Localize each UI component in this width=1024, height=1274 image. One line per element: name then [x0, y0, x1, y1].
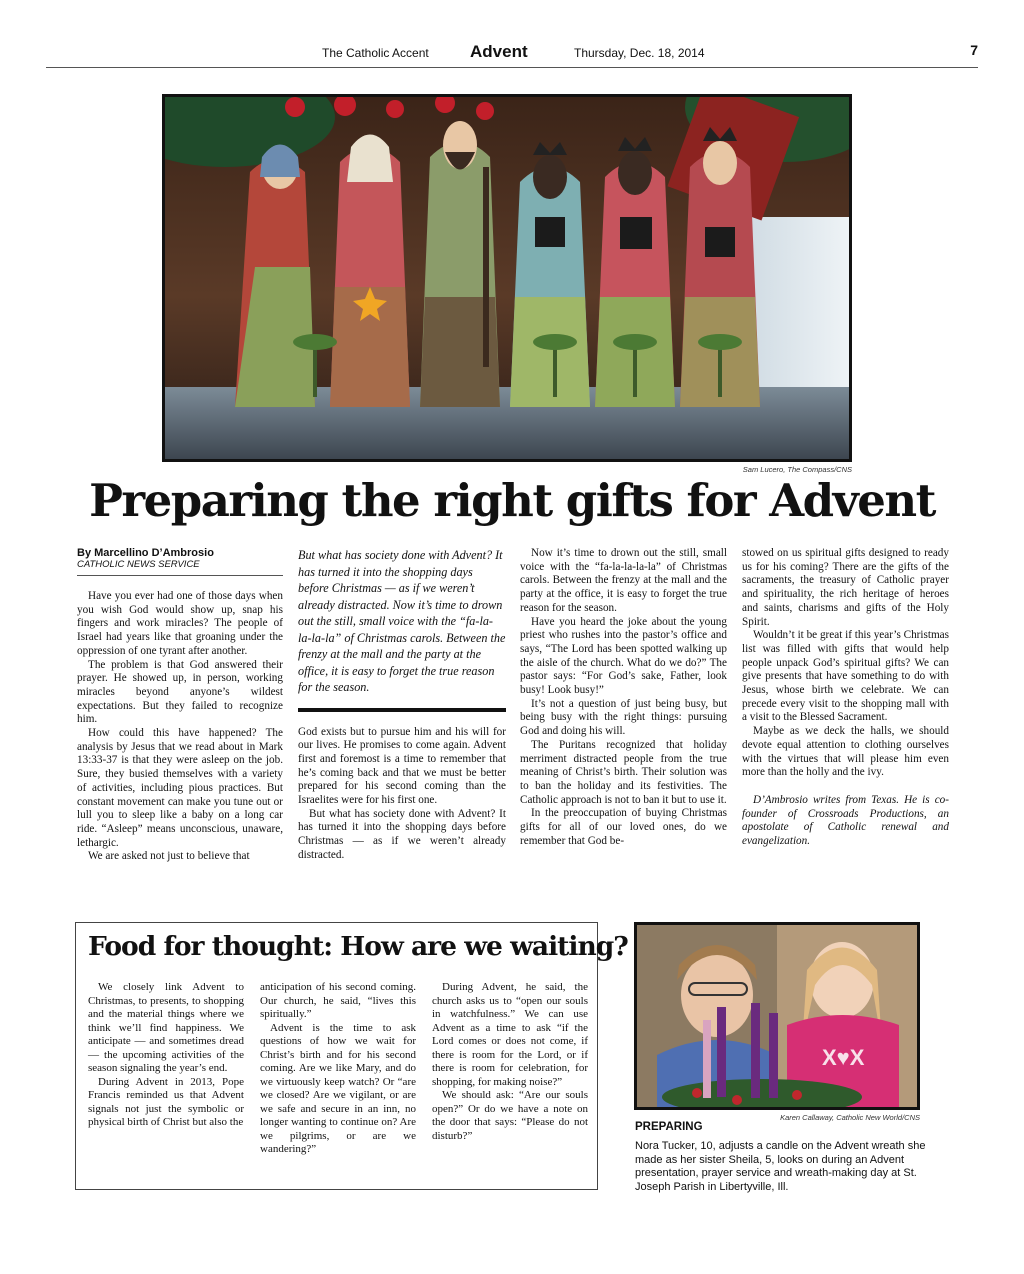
paragraph: During Advent in 2013, Pope Francis reminded us that Advent signals not just the symbolic or physical birth of Christ but also the: [88, 1075, 244, 1128]
issue-date: Thursday, Dec. 18, 2014: [574, 46, 705, 60]
paragraph: We are asked not just to believe that: [88, 850, 250, 863]
paragraph: We should ask: “Are our souls open?” Or do we have a note on the door that says: “Please do not disturb?”: [432, 1089, 588, 1142]
paragraph: How could this have happened? The analysis by Jesus that we read about in Mark 13:33-37 is that they were asleep on the job. Sure, they busied themselves with a variety of activities, including pious practices. But constant movement can make you tune out or lull you to sleep like a baby on a long car ride. “Asleep” means unconscious, unaware, lethargic.: [77, 727, 283, 849]
paragraph: During Advent, he said, the church asks us to “open our souls in watchfulness.” We can use Advent as a time to ask “if the Lord comes or does not come, if there is room for the Lord, or if there is room for celebration, for shopping, for making noise?”: [432, 981, 588, 1088]
photo2-credit: Karen Callaway, Catholic New World/CNS: [780, 1113, 920, 1122]
girls-with-advent-wreath-image: [637, 925, 917, 1107]
sidebar-column-1: [88, 981, 244, 1130]
section-name: Advent: [470, 42, 528, 61]
main-photo-credit: Sam Lucero, The Compass/CNS: [742, 465, 852, 474]
pull-quote: But what has society done with Advent? It has turned it into the shopping days before Christmas — as if we weren’t already distracted. Now it’s time to drown out the still, small voice with the “fa-la-la-la-la” of Christmas carols. Between the frenzy at the mall and the party at the office, it is easy to forget the true reason for the season.: [298, 548, 506, 694]
story-column-3: [520, 547, 727, 848]
nativity-photo: [162, 94, 852, 462]
story-column-4: [742, 547, 949, 849]
paragraph: But what has society done with Advent? It has turned it into the shopping days before Christmas — as if we weren’t already distracted.: [298, 807, 506, 861]
paragraph: stowed on us spiritual gifts designed to ready us for his coming? There are the gifts of the sacraments, the treasury of Catholic prayer and spirituality, the rich heritage of heroes and saints, charisms and gifts of the Holy Spirit.: [742, 547, 949, 628]
paragraph: Have you heard the joke about the young priest who rushes into the pastor’s office and says, “The Lord has been spotted walking up the aisle of the church. What do we do?” The pastor says: “For God’s sake, Father, look busy! Look busy!”: [520, 615, 727, 697]
story-column-1: [77, 547, 283, 864]
paragraph: We closely link Advent to Christmas, to presents, to shopping and the material things where we think we’ll find happiness. We anticipate — and sometimes dread — the upcoming activities of the season signaling the year’s end.: [88, 981, 244, 1074]
publication-name: The Catholic Accent: [322, 46, 429, 60]
author-tagline: D’Ambrosio writes from Texas. He is co-founder of Crossroads Productions, an apostolate of Catholic renewal and evangelization.: [742, 793, 949, 848]
headline: Preparing the right gifts for Advent: [89, 474, 935, 527]
sidebar-box: [75, 922, 628, 1190]
paragraph: anticipation of his second coming. Our church, he said, “lives this spiritually.”: [260, 981, 416, 1020]
paragraph: God exists but to pursue him and his will for our lives. He promises to come again. Advent first and foremost is a time to remember that he’s coming back and that we must be better prepared for his second coming than the Israelites were for his first one.: [298, 725, 506, 807]
paragraph: In the preoccupation of buying Christmas gifts for all of our loved ones, do we remember that God be-: [520, 807, 727, 847]
sidebar-title: Food for thought: How are we waiting?: [88, 931, 628, 962]
sidebar-column-3: [432, 981, 588, 1143]
advent-wreath-photo: [634, 922, 920, 1110]
agency: CATHOLIC NEWS SERVICE: [77, 559, 283, 576]
paragraph: It’s not a question of just being busy, but being busy with the right things: pursuing God and doing his will.: [520, 697, 727, 738]
pull-quote-rule: [298, 708, 506, 712]
paragraph: Wouldn’t it be great if this year’s Christmas list was filled with gifts that would help people unpack God’s spiritual gifts? We can give presents that have something to do with Jesus, whose birth we celebrate. We can precede every visit to the shopping mall with a visit to the Blessed Sacrament.: [742, 629, 949, 724]
photo-caption: Nora Tucker, 10, adjusts a candle on the Advent wreath she made as her sister Sheila, 5, looks on during an Advent presentation, prayer service and wreath-making day at St. Joseph Parish in Libertyville, Ill.: [635, 1140, 926, 1193]
paragraph: Now it’s time to drown out the still, small voice with the “fa-la-la-la-la” of Christmas carols. Between the frenzy at the mall and the party at the office, it is easy to forget the true reason for the season.: [520, 547, 727, 614]
page-number: 7: [970, 42, 978, 58]
paragraph: Have you ever had one of those days when you wish God would show up, snap his fingers and work miracles? The people of Israel had years like that groaning under the oppression of one tyrant after another.: [77, 590, 283, 657]
paragraph: Maybe as we deck the halls, we should devote equal attention to clothing ourselves with the virtues that will please him even more than the holly and the ivy.: [742, 725, 949, 779]
nativity-figures-image: [165, 97, 849, 459]
caption-head: PREPARING: [635, 1121, 703, 1133]
svg-text:X♥X: X♥X: [822, 1045, 865, 1070]
byline: By Marcellino D’Ambrosio: [77, 547, 214, 559]
story-column-2: [298, 547, 506, 863]
sidebar-column-2: [260, 981, 416, 1157]
paragraph: The problem is that God answered their prayer. He showed up, in person, working miracles beyond anyone’s wildest expectations. But they failed to recognize him.: [77, 658, 283, 726]
paragraph: Advent is the time to ask questions of how we wait for Christ’s birth and for his second coming. Are we like Mary, and do we virtuously keep watch? Or “are we closed? Are we vigilant, or are we safe and secure in an inn, no longer wanting to continue on? Are we pilgrims, or are we wandering?”: [260, 1021, 416, 1155]
page-header: [46, 42, 978, 68]
paragraph: The Puritans recognized that holiday merriment distracted people from the true meaning of Christ’s birth. Their solution was to ban the holiday and its festivities. The Catholic approach is not to ban it but to use it.: [520, 738, 727, 806]
